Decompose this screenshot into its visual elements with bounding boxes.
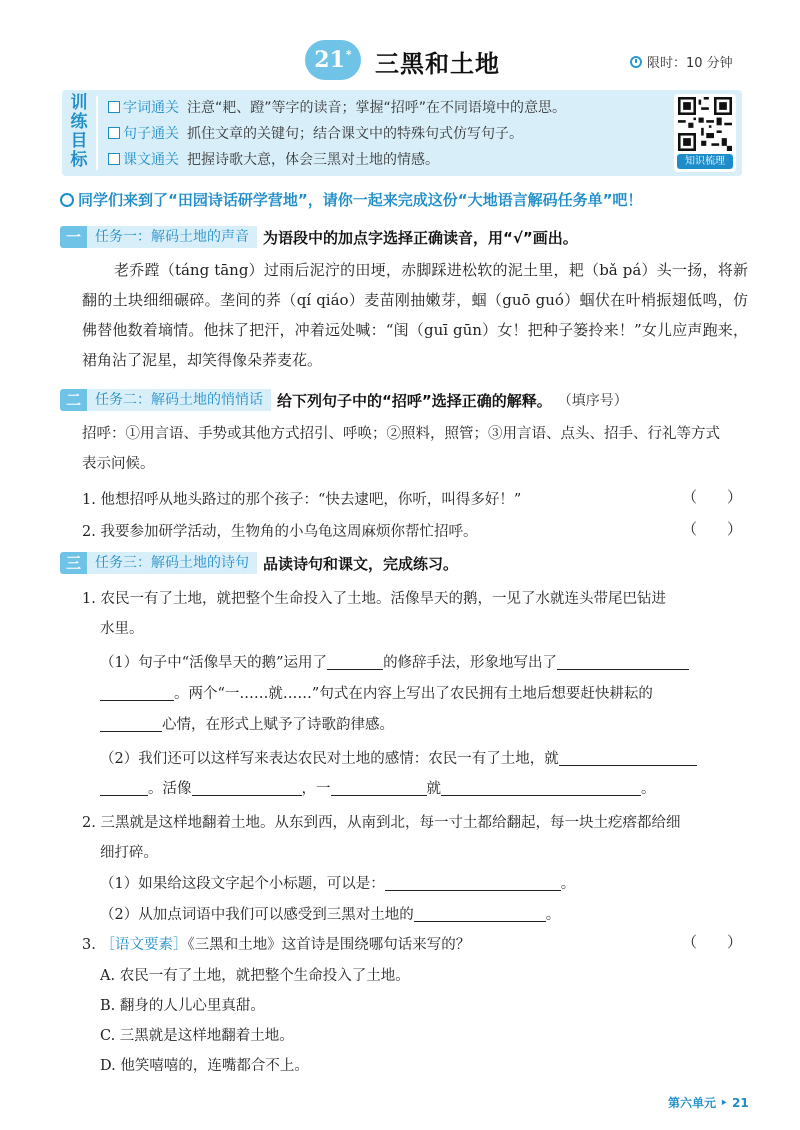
q1b-text: 就 xyxy=(426,781,441,797)
answer-blank[interactable] xyxy=(327,654,383,670)
task1-paragraph[interactable]: 老乔蹚（táng tāng）过雨后泥泞的田埂，赤脚踩进松软的泥土里，耙（bǎ pá）头一扬，将新翻的土块细细碾碎。垄间的荞（qí qiáo）麦苗刚抽嫩芽，蝈（guō guó）蝈伏在叶梢振翅低鸣，仿佛替他数着墒情。他抹了把汗，冲着远处喊：“闺（guī gūn）女！把种子篓拎来！”女儿应声跑来，裙角沾了泥星，却笑得像朵荞麦花。 xyxy=(82,261,748,369)
task2-note: （填序号） xyxy=(557,393,628,409)
task1-header xyxy=(60,225,578,249)
time-limit xyxy=(630,52,733,71)
option-a[interactable]: A. 农民一有了土地，就把整个生命投入了土地。 xyxy=(100,968,410,984)
answer-blank[interactable] xyxy=(385,875,561,891)
task3-q1-line: 水里。 xyxy=(100,621,144,637)
goal-text: 抓住文章的关键句；结合课文中的特殊句式仿写句子。 xyxy=(187,126,523,142)
task2-number: 二 xyxy=(60,389,87,411)
definition-line: 招呼：①用言语、手势或其他方式招引、呼唤；②照料，照管；③用言语、点头、招手、行礼等方式 xyxy=(82,426,720,442)
goal-title: 字词通关 xyxy=(123,100,179,116)
q2a-text: 。 xyxy=(560,876,576,892)
q1b-text: ，一 xyxy=(301,781,331,797)
q3-text: 《三黑和土地》这首诗是围绕哪句话来写的？ xyxy=(187,937,471,953)
lesson-star: * xyxy=(345,47,352,61)
q1a-text: 的修辞手法，形象地写出了 xyxy=(383,655,558,671)
task2-instruction: 给下列句子中的“招呼”选择正确的解释。 xyxy=(277,391,552,410)
task3-q1-line: 1. 农民一有了土地，就把整个生命投入了土地。活像旱天的鹅，一见了水就连头带尾巴钻进 xyxy=(82,591,666,607)
task3-q1a-cont xyxy=(100,682,653,703)
answer-blank[interactable] xyxy=(100,685,174,701)
training-goals-label: 训练目标 xyxy=(70,93,88,170)
task1-instruction: 为语段中的加点字选择正确读音，用“√”画出。 xyxy=(263,228,578,247)
task3-q2-line: 2. 三黑就是这样地翻着土地。从东到西，从南到北，每一寸土都给翻起，每一块土疙瘩都给细 xyxy=(82,815,681,831)
task2-header xyxy=(60,388,628,412)
q1a-text: （1）句子中“活像旱天的鹅”运用了 xyxy=(100,655,328,671)
option-d[interactable]: D. 他笑嘻嘻的，连嘴都合不上。 xyxy=(100,1058,309,1074)
q1b-text: 。活像 xyxy=(148,781,192,797)
option-b[interactable]: B. 翻身的人儿心里真甜。 xyxy=(100,998,265,1014)
answer-blank[interactable] xyxy=(441,780,641,796)
page-footer: 第六单元 ‣ 21 xyxy=(668,1096,749,1110)
q1b-text: 。 xyxy=(641,781,656,797)
goal-text: 把握诗歌大意，体会三黑对土地的情感。 xyxy=(187,152,439,168)
q2b-text: 。 xyxy=(545,907,561,923)
goal-item xyxy=(108,97,566,117)
task3-q1b-cont xyxy=(100,777,656,798)
answer-paren[interactable]: （ ） xyxy=(682,488,743,506)
lesson-number: 21 xyxy=(314,47,345,73)
qr-code-card[interactable] xyxy=(674,94,736,172)
answer-blank[interactable] xyxy=(557,654,689,670)
goal-item xyxy=(108,149,439,169)
answer-blank[interactable] xyxy=(100,780,148,796)
goal-title: 句子通关 xyxy=(123,126,179,142)
q2a-text: （1）如果给这段文字起个小标题，可以是： xyxy=(100,876,385,892)
task3-number: 三 xyxy=(60,552,87,574)
answer-blank[interactable] xyxy=(100,716,162,732)
task3-q2-line: 细打碎。 xyxy=(100,845,158,861)
task3-q2a xyxy=(100,872,575,893)
bullet-circle-icon xyxy=(60,193,74,207)
task3-q1a xyxy=(100,651,689,672)
goal-title: 课文通关 xyxy=(123,152,179,168)
answer-blank[interactable] xyxy=(331,780,427,796)
page-title: 三黑和土地 xyxy=(375,50,500,78)
task2-name: 任务二：解码土地的悄悄话 xyxy=(87,389,271,411)
task1-name: 任务一：解码土地的声音 xyxy=(87,226,257,248)
task3-q2b xyxy=(100,903,560,924)
q1a-text: 心情，在形式上赋予了诗歌韵律感。 xyxy=(162,717,394,733)
q1b-text: （2）我们还可以这样写来表达农民对土地的感情：农民一有了土地，就 xyxy=(100,751,559,767)
qr-code-icon xyxy=(678,97,732,151)
intro-text: 同学们来到了“田园诗话研学营地”，请你一起来完成这份“大地语言解码任务单”吧！ xyxy=(78,191,643,209)
lesson-number-badge xyxy=(305,40,361,80)
training-goals-panel xyxy=(62,90,742,176)
qr-label: 知识梳理 xyxy=(677,154,733,169)
answer-blank[interactable] xyxy=(192,780,302,796)
checkbox-icon[interactable] xyxy=(108,153,120,165)
task3-name: 任务三：解码土地的诗句 xyxy=(87,552,257,574)
answer-paren[interactable]: （ ） xyxy=(682,520,743,538)
definition-line: 表示问候。 xyxy=(82,456,155,472)
q1a-text: 。两个“一……就……”句式在内容上写出了农民拥有土地后想要赶快耕耘的 xyxy=(174,686,653,702)
intro-line xyxy=(60,189,642,210)
answer-blank[interactable] xyxy=(559,750,697,766)
q2b-text: （2）从加点词语中我们可以感受到三黑对土地的 xyxy=(100,907,414,923)
time-limit-text: 限时：10 分钟 xyxy=(647,56,733,71)
answer-blank[interactable] xyxy=(414,906,546,922)
task3-q1b xyxy=(100,747,697,768)
task3-instruction: 品读诗句和课文，完成练习。 xyxy=(263,554,459,573)
goal-item xyxy=(108,123,523,143)
task3-q1a-cont xyxy=(100,713,394,734)
goals-divider xyxy=(96,96,98,170)
checkbox-icon[interactable] xyxy=(108,127,120,139)
task3-q3 xyxy=(82,933,470,954)
option-c[interactable]: C. 三黑就是这样地翻着土地。 xyxy=(100,1028,294,1044)
task2-question-1: 1. 他想招呼从地头路过的那个孩子：“快去逮吧，你听，叫得多好！” xyxy=(82,492,522,508)
task1-number: 一 xyxy=(60,226,87,248)
lesson-header xyxy=(0,38,800,82)
task2-question-2: 2. 我要参加研学活动，生物角的小乌龟这周麻烦你帮忙招呼。 xyxy=(82,524,478,540)
answer-paren[interactable]: （ ） xyxy=(682,933,743,951)
checkbox-icon[interactable] xyxy=(108,101,120,113)
goal-text: 注意“耙、蹬”等字的读音；掌握“招呼”在不同语境中的意思。 xyxy=(187,100,567,116)
task3-header xyxy=(60,551,458,575)
q3-number: 3. xyxy=(82,937,96,953)
clock-icon xyxy=(630,56,642,68)
q3-tag: ［语文要素］ xyxy=(100,937,188,953)
